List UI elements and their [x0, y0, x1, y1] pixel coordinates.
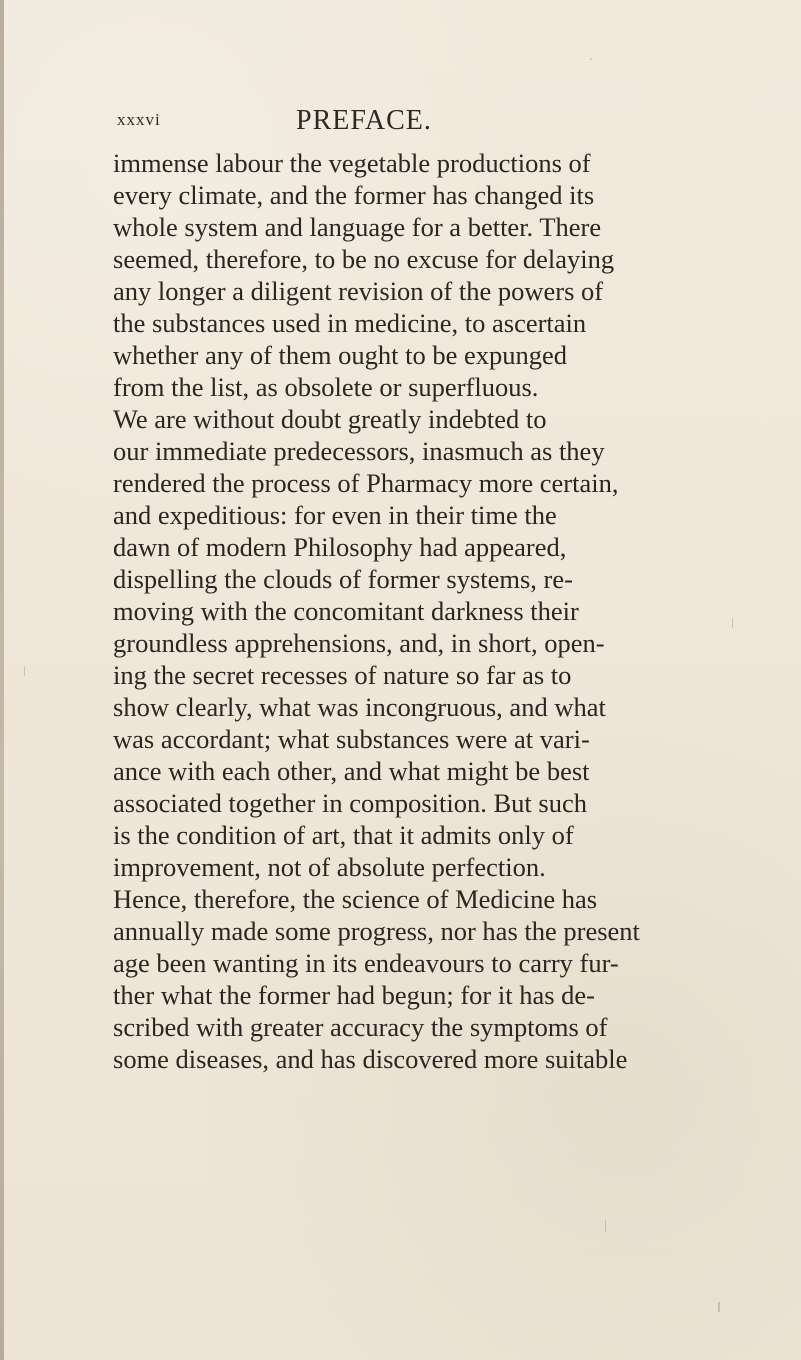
body-line-10: our immediate predecessors, inasmuch as they	[113, 436, 605, 466]
body-line-16: groundless apprehensions, and, in short, open-	[113, 628, 605, 658]
body-line-15: moving with the concomitant darkness their	[113, 596, 579, 626]
body-line-14: dispelling the clouds of former systems, re-	[113, 564, 573, 594]
body-line-17: ing the secret recesses of nature so far as to	[113, 660, 572, 690]
body-line-12: and expeditious: for even in their time the	[113, 500, 557, 530]
body-line-7: whether any of them ought to be expunged	[113, 340, 568, 370]
body-line-4: seemed, therefore, to be no excuse for delaying	[113, 244, 615, 274]
body-line-27: ther what the former had begun; for it has de-	[113, 980, 595, 1010]
body-text	[113, 147, 739, 1075]
body-line-23: improvement, not of absolute perfection.	[113, 852, 546, 882]
body-line-5: any longer a diligent revision of the powers of	[113, 276, 604, 306]
body-line-22: is the condition of art, that it admits only of	[113, 820, 574, 850]
body-line-20: ance with each other, and what might be best	[113, 756, 590, 786]
body-line-6: the substances used in medicine, to ascertain	[113, 308, 587, 338]
paper-speck	[24, 666, 25, 676]
body-line-26: age been wanting in its endeavours to carry fur-	[113, 948, 619, 978]
page-number: xxxvi	[117, 110, 161, 129]
running-head: PREFACE.	[296, 105, 432, 136]
body-line-28: scribed with greater accuracy the symptoms of	[113, 1012, 608, 1042]
body-line-11: rendered the process of Pharmacy more certain,	[113, 468, 619, 498]
body-line-25: annually made some progress, nor has the present	[113, 916, 640, 946]
body-line-18: show clearly, what was incongruous, and what	[113, 692, 606, 722]
paper-speck	[718, 1302, 720, 1312]
body-line-21: associated together in composition. But such	[113, 788, 587, 818]
body-line-19: was accordant; what substances were at vari-	[113, 724, 590, 754]
body-line-24: Hence, therefore, the science of Medicine has	[113, 884, 598, 914]
body-line-1: immense labour the vegetable productions of	[113, 148, 591, 178]
body-line-9: We are without doubt greatly indebted to	[113, 404, 547, 434]
page-header	[117, 105, 717, 142]
paper-speck	[590, 58, 592, 60]
paper-speck	[732, 618, 733, 628]
body-line-3: whole system and language for a better. There	[113, 212, 602, 242]
body-line-13: dawn of modern Philosophy had appeared,	[113, 532, 567, 562]
paper-speck	[605, 1220, 606, 1232]
body-line-29: some diseases, and has discovered more suitable	[113, 1044, 628, 1074]
page-edge-shadow	[0, 0, 4, 1360]
body-line-8: from the list, as obsolete or superfluous.	[113, 372, 539, 402]
body-line-2: every climate, and the former has changed its	[113, 180, 595, 210]
